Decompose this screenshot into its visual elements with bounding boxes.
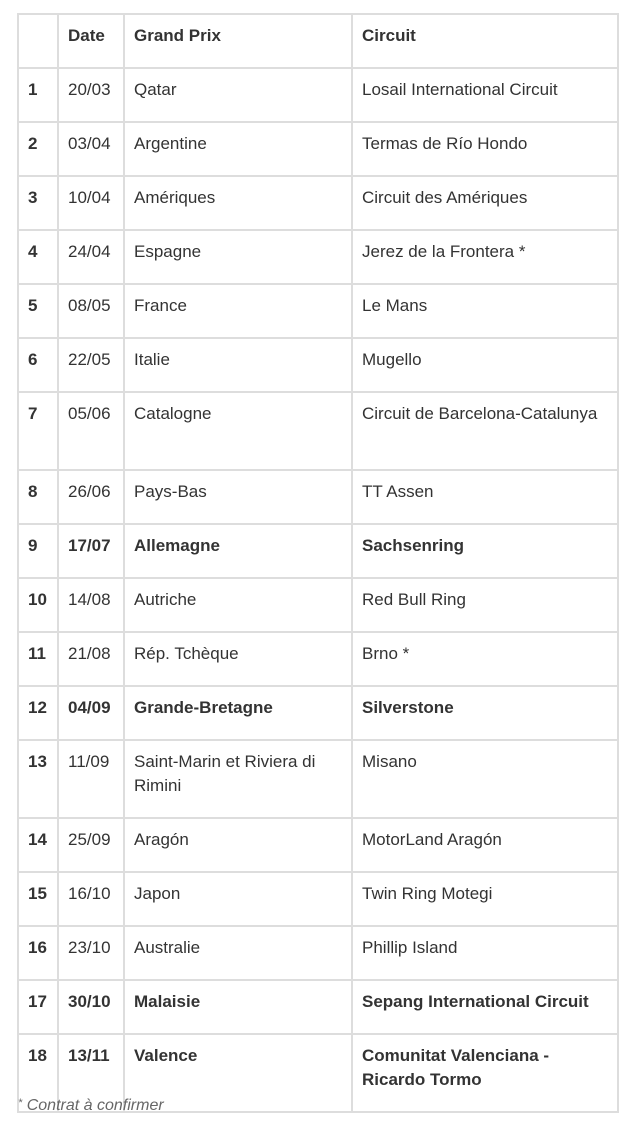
- cell-grand-prix: Saint-Marin et Riviera di Rimini: [124, 740, 352, 818]
- table-row: [18, 632, 618, 686]
- cell-number: 3: [18, 176, 58, 230]
- table-row: [18, 122, 618, 176]
- cell-number: 7: [18, 392, 58, 470]
- table-row: [18, 818, 618, 872]
- cell-circuit: Termas de Río Hondo: [352, 122, 618, 176]
- cell-grand-prix: Aragón: [124, 818, 352, 872]
- cell-date: 17/07: [58, 524, 124, 578]
- cell-date: 26/06: [58, 470, 124, 524]
- cell-number: 10: [18, 578, 58, 632]
- cell-grand-prix: Rép. Tchèque: [124, 632, 352, 686]
- table-row: [18, 740, 618, 818]
- footnote-text: Contrat à confirmer: [22, 1097, 164, 1114]
- cell-grand-prix: Italie: [124, 338, 352, 392]
- cell-number: 11: [18, 632, 58, 686]
- cell-number: 2: [18, 122, 58, 176]
- table-row: [18, 176, 618, 230]
- table-row: [18, 230, 618, 284]
- cell-circuit: Sepang International Circuit: [352, 980, 618, 1034]
- cell-grand-prix: France: [124, 284, 352, 338]
- cell-number: 17: [18, 980, 58, 1034]
- cell-circuit: Red Bull Ring: [352, 578, 618, 632]
- cell-circuit: Silverstone: [352, 686, 618, 740]
- header-circuit: Circuit: [352, 14, 618, 68]
- cell-grand-prix: Autriche: [124, 578, 352, 632]
- cell-grand-prix: Catalogne: [124, 392, 352, 470]
- cell-number: 12: [18, 686, 58, 740]
- cell-grand-prix: Australie: [124, 926, 352, 980]
- cell-circuit: Brno *: [352, 632, 618, 686]
- cell-circuit: Le Mans: [352, 284, 618, 338]
- table-row: [18, 524, 618, 578]
- header-date: Date: [58, 14, 124, 68]
- cell-number: 9: [18, 524, 58, 578]
- cell-circuit: Misano: [352, 740, 618, 818]
- header-number: [18, 14, 58, 68]
- cell-date: 22/05: [58, 338, 124, 392]
- table-row: [18, 338, 618, 392]
- cell-number: 14: [18, 818, 58, 872]
- cell-grand-prix: Argentine: [124, 122, 352, 176]
- cell-date: 21/08: [58, 632, 124, 686]
- cell-date: 04/09: [58, 686, 124, 740]
- cell-circuit: Losail International Circuit: [352, 68, 618, 122]
- cell-circuit: Twin Ring Motegi: [352, 872, 618, 926]
- cell-number: 18: [18, 1034, 58, 1112]
- footnote-marker: *: [18, 1097, 23, 1109]
- cell-date: 23/10: [58, 926, 124, 980]
- table-row: [18, 686, 618, 740]
- cell-number: 16: [18, 926, 58, 980]
- cell-number: 8: [18, 470, 58, 524]
- cell-grand-prix: Espagne: [124, 230, 352, 284]
- cell-number: 6: [18, 338, 58, 392]
- cell-date: 08/05: [58, 284, 124, 338]
- cell-date: 13/11: [58, 1034, 124, 1112]
- table-row: [18, 872, 618, 926]
- cell-date: 16/10: [58, 872, 124, 926]
- cell-date: 14/08: [58, 578, 124, 632]
- cell-date: 30/10: [58, 980, 124, 1034]
- cell-date: 11/09: [58, 740, 124, 818]
- cell-date: 05/06: [58, 392, 124, 470]
- cell-grand-prix: Qatar: [124, 68, 352, 122]
- table-row: [18, 980, 618, 1034]
- calendar-table: [17, 13, 619, 1113]
- cell-circuit: TT Assen: [352, 470, 618, 524]
- cell-number: 1: [18, 68, 58, 122]
- cell-number: 15: [18, 872, 58, 926]
- cell-date: 03/04: [58, 122, 124, 176]
- cell-grand-prix: Allemagne: [124, 524, 352, 578]
- cell-date: 10/04: [58, 176, 124, 230]
- table-row: [18, 392, 618, 470]
- cell-circuit: Circuit de Barcelona-Catalunya: [352, 392, 618, 470]
- cell-circuit: Jerez de la Frontera *: [352, 230, 618, 284]
- cell-number: 4: [18, 230, 58, 284]
- cell-circuit: Comunitat Valenciana - Ricardo Tormo: [352, 1034, 618, 1112]
- table-row: [18, 284, 618, 338]
- cell-circuit: Circuit des Amériques: [352, 176, 618, 230]
- cell-grand-prix: Valence: [124, 1034, 352, 1112]
- cell-grand-prix: Amériques: [124, 176, 352, 230]
- cell-circuit: Sachsenring: [352, 524, 618, 578]
- cell-circuit: MotorLand Aragón: [352, 818, 618, 872]
- cell-grand-prix: Japon: [124, 872, 352, 926]
- footnote: [18, 1094, 164, 1118]
- cell-date: 24/04: [58, 230, 124, 284]
- cell-grand-prix: Grande-Bretagne: [124, 686, 352, 740]
- cell-number: 13: [18, 740, 58, 818]
- cell-date: 25/09: [58, 818, 124, 872]
- table-row: [18, 926, 618, 980]
- table-row: [18, 68, 618, 122]
- cell-date: 20/03: [58, 68, 124, 122]
- table-row: [18, 470, 618, 524]
- cell-grand-prix: Malaisie: [124, 980, 352, 1034]
- table-header-row: [18, 14, 618, 68]
- table-row: [18, 578, 618, 632]
- cell-circuit: Mugello: [352, 338, 618, 392]
- cell-grand-prix: Pays-Bas: [124, 470, 352, 524]
- cell-number: 5: [18, 284, 58, 338]
- cell-circuit: Phillip Island: [352, 926, 618, 980]
- header-grand-prix: Grand Prix: [124, 14, 352, 68]
